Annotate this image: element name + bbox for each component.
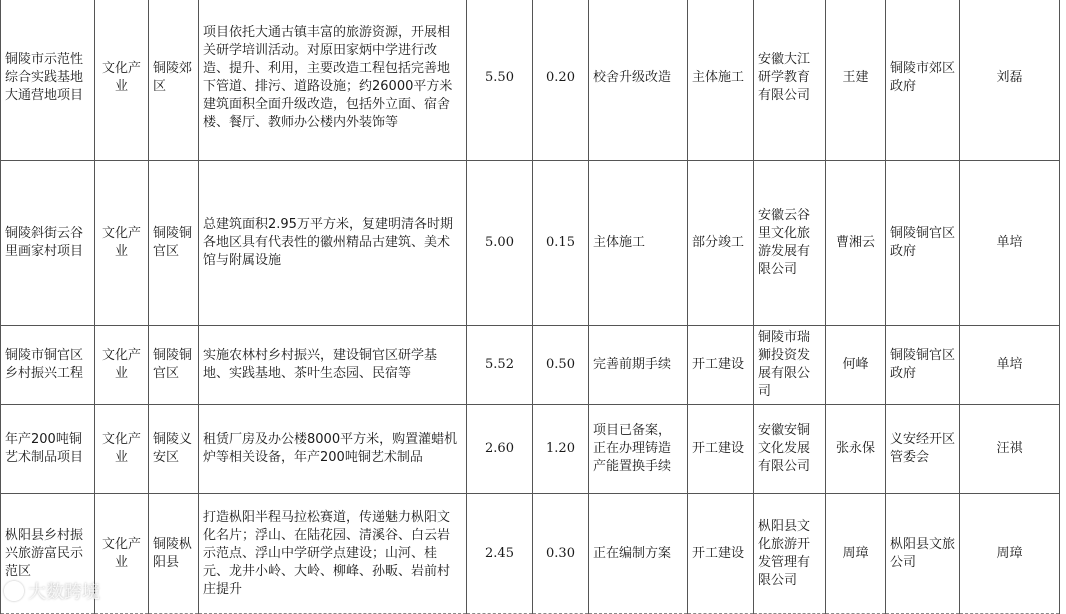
- content-cell: 实施农林村乡村振兴，建设铜官区研学基地、实践基地、茶叶生态园、民宿等: [199, 326, 467, 405]
- leader-cell: 刘磊: [960, 0, 1060, 161]
- company-cell: 安徽安铜文化发展有限公司: [754, 405, 826, 494]
- table-row: [1, 0, 1060, 161]
- contact-cell: 王建: [826, 0, 886, 161]
- contact-cell: 何峰: [826, 326, 886, 405]
- content-cell: 租赁厂房及办公楼8000平方米，购置灌蜡机炉等相关设备，年产200吨铜艺术制品: [199, 405, 467, 494]
- total-investment-cell: 5.00: [467, 161, 533, 326]
- government-cell: 铜陵铜官区政府: [886, 161, 960, 326]
- industry-cell: 文化产业: [95, 405, 149, 494]
- location-cell: 铜陵枞阳县: [149, 494, 199, 614]
- location-cell: 铜陵铜官区: [149, 161, 199, 326]
- government-cell: 枞阳县文旅公司: [886, 494, 960, 614]
- content-cell: 总建筑面积2.95万平方米，复建明清各时期各地区具有代表性的徽州精品古建筑、美术馆与附属设施: [199, 161, 467, 326]
- company-cell: 铜陵市瑞狮投资发展有限公司: [754, 326, 826, 405]
- contact-cell: 曹湘云: [826, 161, 886, 326]
- location-cell: 铜陵义安区: [149, 405, 199, 494]
- project-name-cell: 铜陵斜街云谷里画家村项目: [1, 161, 95, 326]
- target-cell: 主体施工: [688, 0, 754, 161]
- progress-cell: 项目已备案，正在办理铸造产能置换手续: [589, 405, 688, 494]
- leader-cell: 周璋: [960, 494, 1060, 614]
- progress-cell: 正在编制方案: [589, 494, 688, 614]
- project-name-cell: 枞阳县乡村振兴旅游富民示范区: [1, 494, 95, 614]
- industry-cell: 文化产业: [95, 326, 149, 405]
- watermark-logo-icon: [4, 581, 24, 601]
- government-cell: 义安经开区管委会: [886, 405, 960, 494]
- project-name-cell: 铜陵市铜官区乡村振兴工程: [1, 326, 95, 405]
- leader-cell: 单培: [960, 161, 1060, 326]
- table-row: [1, 161, 1060, 326]
- total-investment-cell: 5.52: [467, 326, 533, 405]
- project-name-cell: 年产200吨铜艺术制品项目: [1, 405, 95, 494]
- location-cell: 铜陵铜官区: [149, 326, 199, 405]
- company-cell: 安徽云谷里文化旅游发展有限公司: [754, 161, 826, 326]
- annual-investment-cell: 1.20: [533, 405, 589, 494]
- total-investment-cell: 2.60: [467, 405, 533, 494]
- watermark-text: 大数跨境: [28, 582, 100, 603]
- target-cell: 部分竣工: [688, 161, 754, 326]
- target-cell: 开工建设: [688, 326, 754, 405]
- government-cell: 铜陵市郊区政府: [886, 0, 960, 161]
- target-cell: 开工建设: [688, 405, 754, 494]
- industry-cell: 文化产业: [95, 0, 149, 161]
- table-row: [1, 326, 1060, 405]
- watermark: [4, 578, 100, 604]
- progress-cell: 校舍升级改造: [589, 0, 688, 161]
- contact-cell: 周璋: [826, 494, 886, 614]
- table-row: [1, 405, 1060, 494]
- annual-investment-cell: 0.20: [533, 0, 589, 161]
- industry-cell: 文化产业: [95, 494, 149, 614]
- target-cell: 开工建设: [688, 494, 754, 614]
- leader-cell: 汪祺: [960, 405, 1060, 494]
- project-name-cell: 铜陵市示范性综合实践基地大通营地项目: [1, 0, 95, 161]
- leader-cell: 单培: [960, 326, 1060, 405]
- total-investment-cell: 5.50: [467, 0, 533, 161]
- company-cell: 枞阳县文化旅游开发管理有限公司: [754, 494, 826, 614]
- location-cell: 铜陵郊区: [149, 0, 199, 161]
- table-row: [1, 494, 1060, 614]
- annual-investment-cell: 0.50: [533, 326, 589, 405]
- progress-cell: 主体施工: [589, 161, 688, 326]
- content-cell: 项目依托大通古镇丰富的旅游资源，开展相关研学培训活动。对原田家炳中学进行改造、提升、利用，主要改造工程包括完善地下管道、排污、道路设施；约26000平方米建筑面积全面升级改造，包括外立面、宿舍楼、餐厅、教师办公楼内外装饰等: [199, 0, 467, 161]
- government-cell: 铜陵铜官区政府: [886, 326, 960, 405]
- contact-cell: 张永保: [826, 405, 886, 494]
- total-investment-cell: 2.45: [467, 494, 533, 614]
- content-cell: 打造枞阳半程马拉松赛道，传递魅力枞阳文化名片；浮山、在陆花园、清溪谷、白云岩示范点、浮山中学研学点建设；山河、桂元、龙井小岭、大岭、柳峰、孙畈、岩前村庄提升: [199, 494, 467, 614]
- industry-cell: 文化产业: [95, 161, 149, 326]
- annual-investment-cell: 0.15: [533, 161, 589, 326]
- company-cell: 安徽大江研学教育有限公司: [754, 0, 826, 161]
- annual-investment-cell: 0.30: [533, 494, 589, 614]
- progress-cell: 完善前期手续: [589, 326, 688, 405]
